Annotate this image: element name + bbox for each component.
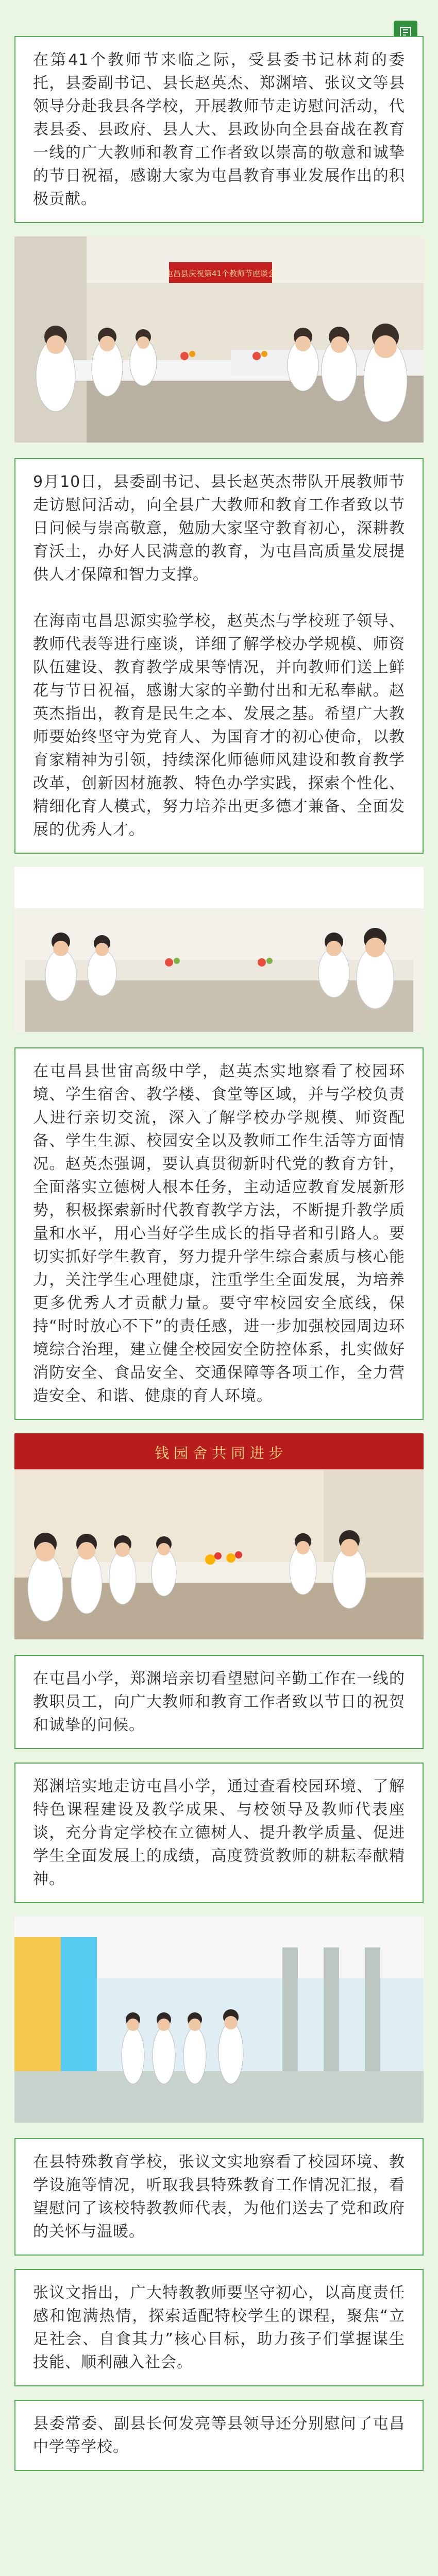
- section-visit-box: [14, 458, 424, 854]
- photo-special-school: [14, 1917, 424, 2123]
- section-special-school-box: [14, 2138, 424, 2256]
- paragraph-shizhou: 在屯昌县世宙高级中学，赵英杰实地察看了校园环境、学生宿舍、教学楼、食堂等区域，并与学校负责人进行亲切交流，深入了解学校办学规模、师资配备、学生生源、校园安全以及教师工作生活等方面情况。赵英杰强调，要认真贯彻新时代党的教育方针，全面落实立德树人根本任务，主动适应教育发展新形势，积极探索新时代教育教学方法，不断提升教学质量和水平，用心当好学生成长的指导者和引路人。要切实抓好学生教育，努力提升学生综合素质与核心能力，关注学生心理健康，注重学生全面发展，为培养更多优秀人才贡献力量。要守牢校园安全底线，保持“时时放心不下”的责任感，进一步加强校园周边环境综合治理，建立健全校园安全防控体系，扎实做好消防安全、食品安全、交通保障等各项工作，全力营造安全、和谐、健康的育人环境。: [33, 1062, 405, 1405]
- hall-banner-text: 钱 园 舍 共 同 进 步: [155, 1445, 283, 1462]
- paragraph-visit: 9月10日，县委副书记、县长赵英杰带队开展教师节走访慰问活动，向全县广大教师和教育工作者致以节日问候与崇高敬意，勉励大家坚守教育初心，深耕教育沃土，办好人民满意的教育，为屯昌高质量发展提供人才保障和智力支撑。: [33, 473, 405, 584]
- section-special-remarks-box: [14, 2269, 424, 2386]
- section-tunchang-primary-box: [14, 1655, 424, 1749]
- photo-school-hall: [14, 1433, 424, 1639]
- intro-box: [14, 36, 424, 223]
- paragraph-primary-2: 郑渊培实地走访屯昌小学，通过查看校园环境、了解特色课程建设及教学成果、与校领导及教师代表座谈，充分肯定学校在立德树人、提升教学质量、促进学生全面发展上的成绩，高度赞赏教师的耕耘奉献精神。: [33, 1777, 405, 1888]
- section-closing-box: [14, 2400, 424, 2471]
- photo-meeting-room: [14, 236, 424, 443]
- photo-conference-table: [14, 867, 424, 1032]
- section-shizhou-box: [14, 1047, 424, 1420]
- paragraph-closing: 县委常委、副县长何发亮等县领导还分别慰问了屯昌中学等学校。: [33, 2415, 405, 2456]
- section-primary-visit-box: [14, 1762, 424, 1903]
- paragraph-primary-1: 在屯昌小学，郑渊培亲切看望慰问辛勤工作在一线的教职员工，向广大教师和教育工作者致以节日的祝贺和诚挚的问候。: [33, 1670, 405, 1734]
- paragraph-special-2: 张议文指出，广大特教教师要坚守初心，以高度责任感和饱满热情，探索适配特校学生的课程，聚焦“立足社会、自食其力”核心目标，助力孩子们掌握谋生技能、顺利融入社会。: [33, 2284, 405, 2371]
- meeting-banner-text: 屯昌县庆祝第41个教师节座谈会: [165, 269, 276, 278]
- paragraph-intro: 在第41个教师节来临之际，受县委书记林莉的委托，县委副书记、县长赵英杰、郑渊培、张议文等县领导分赴我县各学校，开展教师节走访慰问活动，代表县委、县政府、县人大、县政协向全县奋战在教育一线的广大教师和教育工作者致以崇高的敬意和诚挚的节日祝福，感谢大家为屯昌教育事业发展作出的积极贡献。: [33, 51, 405, 208]
- article-content: [14, 36, 424, 2484]
- paragraph-siyuan: 在海南屯昌思源实验学校，赵英杰与学校班子领导、教师代表等进行座谈，详细了解学校办学规模、师资队伍建设、教育教学成果等情况，并向教师们送上鲜花与节日祝福，感谢大家的辛勤付出和无私奉献。赵英杰指出，教育是民生之本、发展之基。希望广大教师要始终坚守为党育人、为国育才的初心使命，以教育家精神为引领，持续深化师德师风建设和教育教学改革，创新因材施教、特色办学实践，探索个性化、精细化育人模式，努力培养出更多德才兼备、全面发展的优秀人才。: [33, 612, 405, 839]
- paragraph-special-1: 在县特殊教育学校，张议文实地察看了校园环境、教学设施等情况，听取我县特殊教育工作情况汇报，看望慰问了该校特教教师代表，为他们送去了党和政府的关怀与温暖。: [33, 2153, 405, 2241]
